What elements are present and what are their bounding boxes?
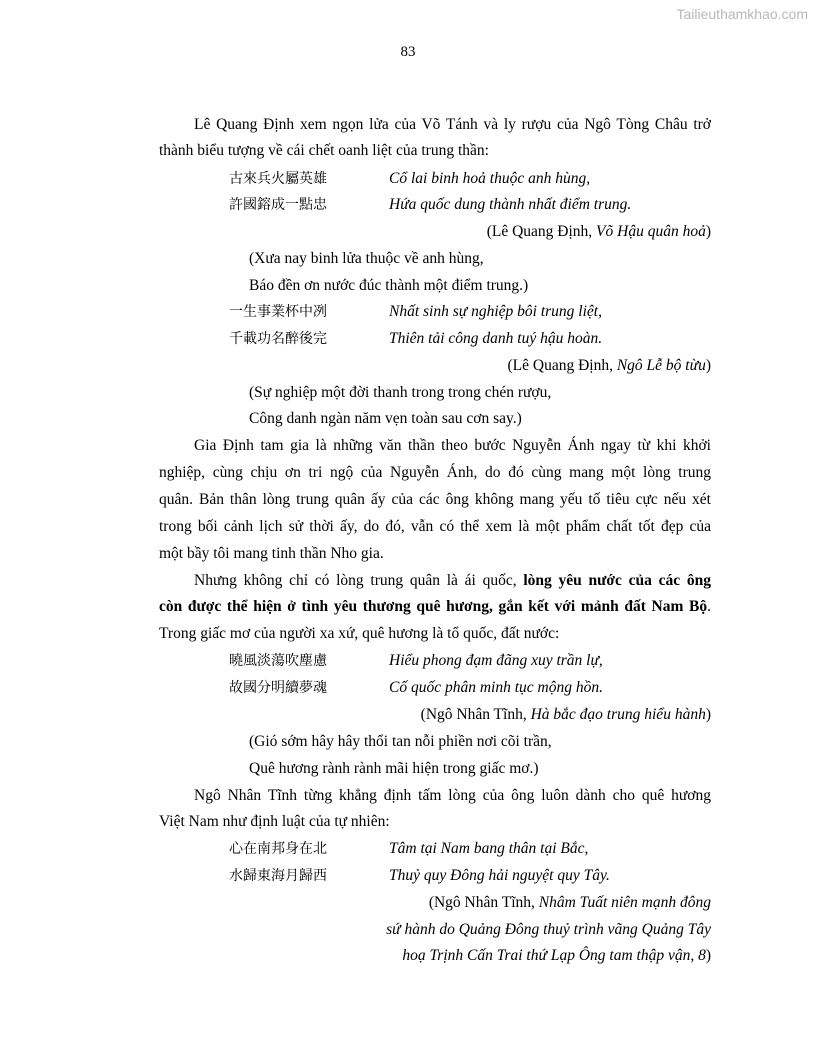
citation: hoạ Trịnh Cấn Trai thứ Lạp Ông tam thập vận, 8) xyxy=(402,947,711,964)
paragraph-line: quân. Bản thân lòng trung quân ấy của các ông không mang yếu tố tiêu cực nếu xét xyxy=(159,491,711,508)
viet-verse: Thuỷ quy Đông hải nguyệt quy Tây. xyxy=(389,867,610,884)
viet-verse: Tâm tại Nam bang thân tại Bắc, xyxy=(389,840,589,857)
page-number: 83 xyxy=(400,44,416,60)
paragraph-line: Ngô Nhân Tĩnh từng khẳng định tấm lòng của ông luôn dành cho quê hương xyxy=(194,787,711,804)
citation: (Ngô Nhân Tĩnh, Hà bắc đạo trung hiểu hành) xyxy=(420,706,711,723)
paragraph-line: Lê Quang Định xem ngọn lửa của Võ Tánh và ly rượu của Ngô Tòng Châu trở xyxy=(194,116,711,133)
translation-line: Quê hương rành rành mãi hiện trong giấc mơ.) xyxy=(249,760,539,777)
han-verse: 古來兵火屬英雄 xyxy=(229,171,327,187)
han-verse: 千載功名醉後完 xyxy=(229,331,327,347)
paragraph-line: còn được thể hiện ở tình yêu thương quê hương, gắn kết với mảnh đất Nam Bộ. xyxy=(159,598,711,615)
han-verse: 許國鎔成一點忠 xyxy=(229,197,327,213)
watermark: Tailieuthamkhao.com xyxy=(676,6,808,22)
paragraph-line: Việt Nam như định luật của tự nhiên: xyxy=(159,813,390,830)
translation-line: Công danh ngàn năm vẹn toàn sau cơn say.) xyxy=(249,410,522,427)
citation: (Ngô Nhân Tĩnh, Nhâm Tuất niên mạnh đông xyxy=(428,894,711,911)
viet-verse: Cố quốc phân minh tục mộng hồn. xyxy=(389,679,603,696)
paragraph-line: thành biểu tượng về cái chết oanh liệt của trung thần: xyxy=(159,142,489,159)
han-verse: 故國分明續夢魂 xyxy=(229,680,327,696)
viet-verse: Hiểu phong đạm đãng xuy trần lự, xyxy=(389,652,603,669)
han-verse: 一生事業杯中冽 xyxy=(229,304,327,320)
translation-line: (Sự nghiệp một đời thanh trong trong chén rượu, xyxy=(249,384,552,401)
translation-line: Báo đền ơn nước đúc thành một điểm trung.) xyxy=(249,277,529,294)
paragraph-line: Gia Định tam gia là những văn thần theo bước Nguyễn Ánh ngay từ khi khởi xyxy=(194,437,711,454)
paragraph-line: nghiệp, cùng chịu ơn tri ngộ của Nguyễn Ánh, do đó cùng mang một lòng trung xyxy=(159,464,711,481)
citation: (Lê Quang Định, Võ Hậu quân hoả) xyxy=(486,223,711,240)
paragraph-line: Trong giấc mơ của người xa xứ, quê hương là tổ quốc, đất nước: xyxy=(159,625,560,642)
viet-verse: Cổ lai binh hoả thuộc anh hùng, xyxy=(389,170,591,187)
viet-verse: Hứa quốc dung thành nhất điểm trung. xyxy=(389,196,632,213)
citation: (Lê Quang Định, Ngô Lễ bộ từu) xyxy=(507,357,711,374)
translation-line: (Xưa nay binh lửa thuộc về anh hùng, xyxy=(249,250,484,267)
han-verse: 心在南邦身在北 xyxy=(229,841,327,857)
viet-verse: Nhất sinh sự nghiệp bôi trung liệt, xyxy=(389,303,602,320)
translation-line: (Gió sớm hây hây thổi tan nỗi phiền nơi cõi trần, xyxy=(249,733,552,750)
paragraph-line: trong bối cảnh lịch sử thời ấy, do đó, vẫn có thể xem là một phẩm chất tốt đẹp của xyxy=(159,518,711,535)
paragraph-line: một bầy tôi mang tinh thần Nho gia. xyxy=(159,545,384,562)
han-verse: 水歸東海月歸西 xyxy=(229,868,327,884)
paragraph-line: Nhưng không chỉ có lòng trung quân là ái quốc, lòng yêu nước của các ông xyxy=(194,572,711,589)
viet-verse: Thiên tải công danh tuý hậu hoàn. xyxy=(389,330,603,347)
han-verse: 曉風淡蕩吹塵慮 xyxy=(229,653,327,669)
citation: sứ hành do Quảng Đông thuỷ trình vãng Quảng Tây xyxy=(386,921,711,938)
